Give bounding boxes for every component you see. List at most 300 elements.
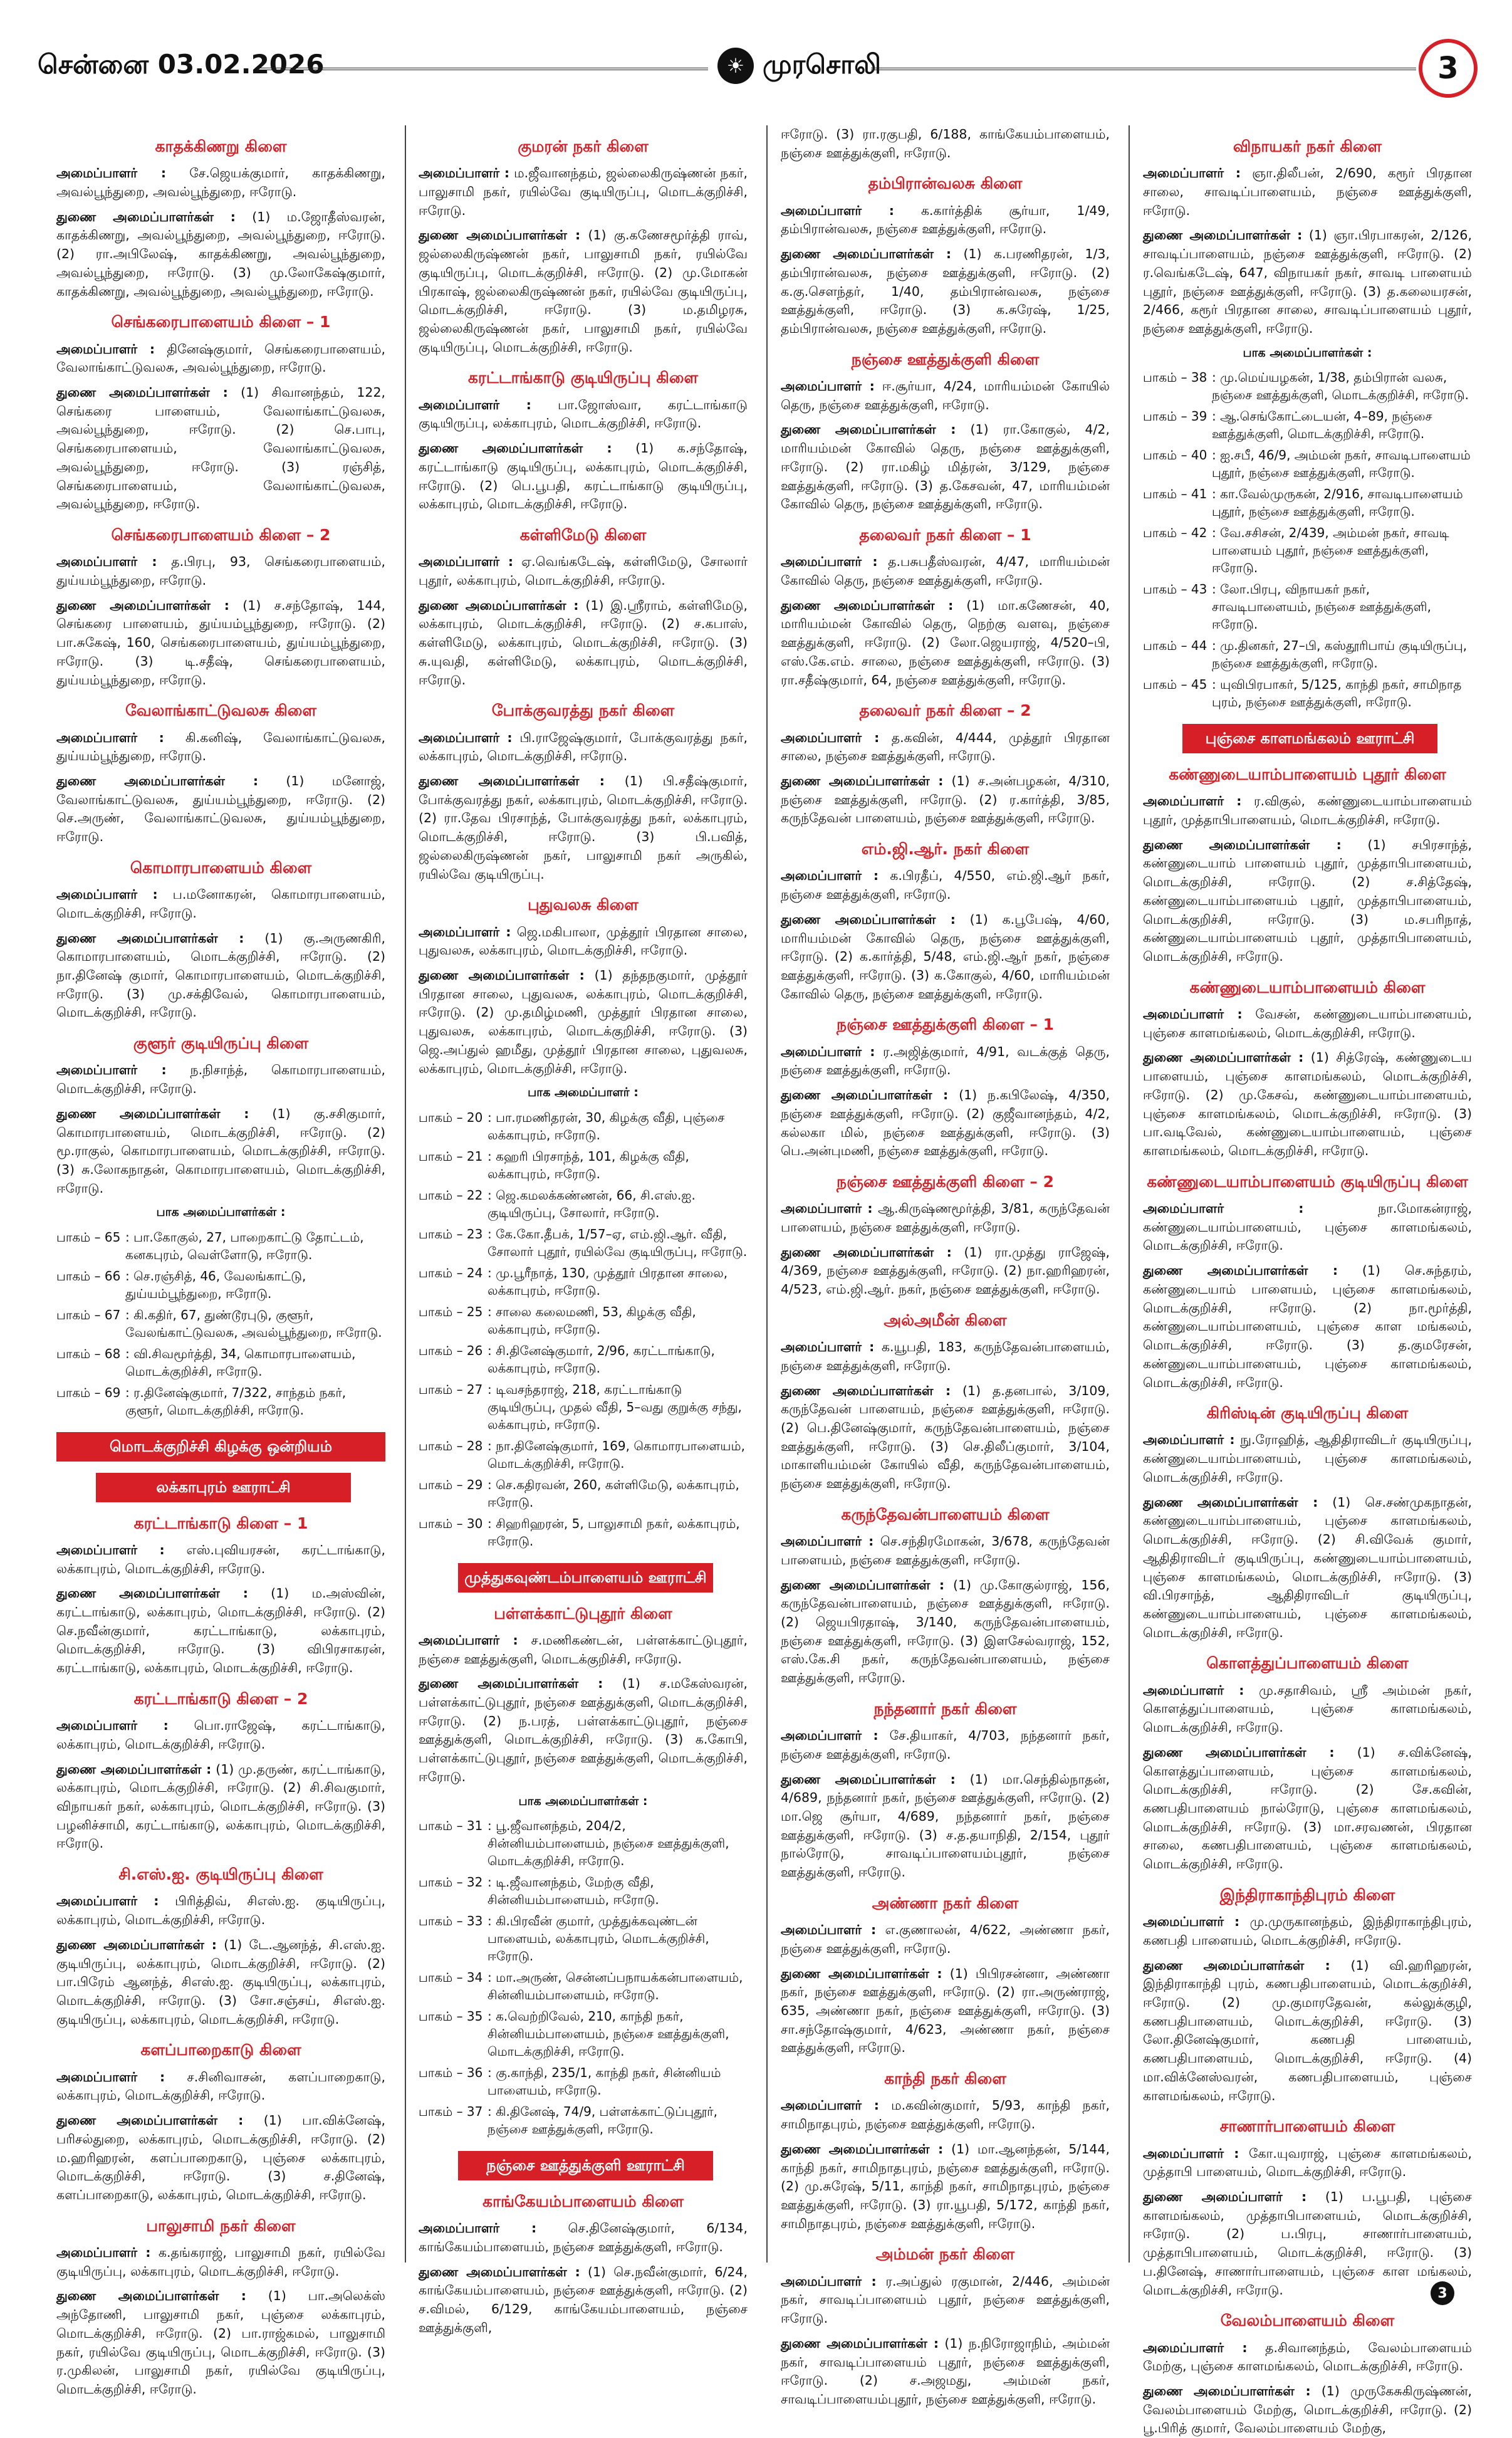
member-details: (1) மா.கணேசன், 40, மாரியம்மன் கோவில் தெரு, நெற்கு வளவு, நஞ்சை ஊத்துக்குளி, ஈரோடு. (2) லோ.ஜெயராஜ், 4/520–பி, எஸ்.கே.எம். சாலை, நஞ்சை ஊத்துக்குளி, ஈரோடு. (3) ரா.சதீஷ்குமார், 64, நஞ்சை ஊத்துக்குளி, ஈரோடு. <box>781 597 1110 688</box>
ward-number: பாகம் – 24 <box>419 1265 483 1280</box>
column-1 <box>56 125 385 2397</box>
role-label: அமைப்பாளர் : <box>1143 165 1241 181</box>
role-label: துணை அமைப்பாளர்கள் : <box>56 1761 212 1777</box>
role-label: துணை அமைப்பாளர்கள் : <box>1143 1957 1330 1973</box>
member-details: (1) ச.சந்தோஷ், 144, செங்கரை பாளையம், துய்யம்பூந்துறை, ஈரோடு. (2) பா.சுகேஷ், 160, செங்கரைபாளையம், துய்யம்பூந்துறை, ஈரோடு. (3) டி.சதீஷ், செங்கரைபாளையம், துய்யம்பூந்துறை, ஈரோடு. <box>56 597 385 688</box>
role-label: அமைப்பாளர் : <box>419 165 510 181</box>
branch-heading: அம்மன் நகர் கிளை <box>875 2245 1015 2264</box>
branch-heading: செங்கரைபாளையம் கிளை – 2 <box>111 526 331 544</box>
ward-row <box>419 1340 748 1379</box>
ward-organizer: : மா.அருண், சென்னப்பநாயக்கன்பாளையம், சின்னியம்பாளையம், ஈரோடு. <box>487 1970 743 2003</box>
ward-number: பாகம் – 33 <box>419 1913 483 1929</box>
ward-organizer: : செ.கதிரவன், 260, கள்ளிமேடு, லக்காபுரம், ஈரோடு. <box>487 1477 739 1510</box>
panchayat-banner: புஞ்சை காளமங்கலம் ஊராட்சி <box>1182 724 1437 753</box>
member-entry <box>781 1043 1110 1080</box>
member-entry <box>781 125 1110 162</box>
member-details: ர.விகுல், கண்ணுடையாம்பாளையம் புதூர், முத்தாபிபாளையம், மொடக்குறிச்சி, ஈரோடு. <box>1143 793 1472 828</box>
role-label: அமைப்பாளர் : <box>1143 1682 1244 1698</box>
member-details: (1) க.பூபேஷ், 4/60, மாரியம்மன் கோவில் தெரு, நஞ்சை ஊத்துக்குளி, ஈரோடு. (2) க.கார்த்தி, 5/48, எம்.ஜி.ஆர் நகர், நஞ்சை ஊத்துக்குளி, ஈரோடு. (3) க.கோகுல், 4/60, மாரியம்மன் கோவில் தெரு, நஞ்சை ஊத்துக்குளி, ஈரோடு. <box>781 911 1110 1002</box>
ward-number: பாகம் – 22 <box>419 1187 483 1203</box>
member-details: (1) செ.சுந்தரம், கண்ணுடையாம் பாளையம், புஞ்சை காளமங்கலம், மொடக்குறிச்சி, ஈரோடு. (2) நா.மூர்த்தி, கண்ணுடையாம்பாளையம், புஞ்சை காள மங்கலம், மொடக்குறிச்சி, ஈரோடு. (3) த.குமரேசன், கண்ணுடையாம்பாளையம், புஞ்சை காளமங்கலம், மொடக்குறிச்சி, ஈரோடு. <box>1143 1263 1472 1390</box>
ward-organizers-heading: பாக அமைப்பாளர் : <box>528 1086 639 1100</box>
member-entry <box>56 164 385 201</box>
role-label: அமைப்பாளர் : <box>56 730 164 745</box>
ward-row <box>1143 635 1472 674</box>
ward-number: பாகம் – 67 <box>56 1307 121 1322</box>
member-entry <box>781 1771 1110 1882</box>
branch-heading: கருந்தேவன்பாளையம் கிளை <box>841 1505 1050 1524</box>
member-entry <box>56 553 385 590</box>
member-details: ஆ.கிருஷ்ணமூர்த்தி, 3/81, கருந்தேவன் பாளையம், நஞ்சை ஊத்துக்குளி, ஈரோடு. <box>781 1201 1110 1235</box>
ward-number: பாகம் – 36 <box>419 2065 483 2081</box>
ward-number: பாகம் – 39 <box>1143 409 1207 424</box>
role-label: துணை அமைப்பாளர்கள் : <box>419 441 612 456</box>
member-details: ஞா.திலீபன், 2/690, கரூர் பிரதான சாலை, சாவடிப்பாளையம், நஞ்சை ஊத்துக்குளி, ஈரோடு. <box>1143 165 1472 218</box>
panchayat-banner: லக்காபுரம் ஊராட்சி <box>96 1473 351 1502</box>
ward-organizer: : ர.தினேஷ்குமார், 7/322, சாந்தம் நகர், குளூர், மொடக்குறிச்சி, ஈரோடு. <box>125 1384 347 1418</box>
member-details: (1) ச.அன்பழகன், 4/310, நஞ்சை ஊத்துக்குளி, ஈரோடு. (2) ர.கார்த்தி, 3/85, கருந்தேவன் பாளையம், நஞ்சை ஊத்துக்குளி, ஈரோடு. <box>781 773 1110 826</box>
member-details: பி.ராஜேஷ்குமார், போக்குவரத்து நகர், லக்காபுரம், மொடக்குறிச்சி, ஈரோடு. <box>419 730 748 764</box>
member-entry <box>1143 2145 1472 2182</box>
role-label: அமைப்பாளர் : <box>419 2221 537 2236</box>
member-details: (1) ரா.கோகுல், 4/2, மாரியம்மன் கோவில் தெரு, நஞ்சை ஊத்துக்குளி, ஈரோடு. (2) ரா.மகிழ் மித்ரன், 3/129, நஞ்சை ஊத்துக்குளி, ஈரோடு. (3) த.கேசவன், 47, மாரியம்மன் கோவில் தெரு, நஞ்சை ஊத்துக்குளி, ஈரோடு. <box>781 422 1110 512</box>
branch-heading: அல்அமீன் கிளை <box>884 1311 1007 1329</box>
role-label: அமைப்பாளர் : <box>781 730 880 745</box>
member-details: ம.ஜீவானந்தம், ஜல்லைகிருஷ்ணன் நகர், பாலுசாமி நகர், ரயில்வே குடியிருப்பு, மொடக்குறிச்சி, ஈரோடு. <box>419 165 748 218</box>
ward-organizer-table <box>1143 367 1472 713</box>
member-details: (1) சபிரசாந்த், கண்ணுடையாம் பாளையம் புதூர், முத்தாபிபாளையம், மொடக்குறிச்சி, ஈரோடு. (2) ச.சித்தேஷ், கண்ணுடையாம்பாளையம் புதூர், முத்தாபிபாளையம், மொடக்குறிச்சி, ஈரோடு. (3) ம.சபரிநாத், கண்ணுடையாம்பாளையம் புதூர், முத்தாபிபாளையம், மொடக்குறிச்சி, ஈரோடு. <box>1143 837 1472 965</box>
role-label: துணை அமைப்பாளர்கள் : <box>781 1965 942 1981</box>
role-label: அமைப்பாளர் : <box>781 2098 879 2113</box>
branch-heading: கரட்டாங்காடு கிளை – 2 <box>133 1689 308 1708</box>
role-label: அமைப்பாளர் : <box>56 1542 165 1557</box>
ward-organizers-heading: பாக அமைப்பாளர்கள் : <box>518 1794 648 1808</box>
ward-row <box>56 1265 385 1304</box>
role-label: துணை அமைப்பாளர்கள் : <box>56 1586 248 1601</box>
ward-row <box>419 1379 748 1435</box>
member-details: செ.தினேஷ்குமார், 6/134, காங்கேயம்பாளையம், நஞ்சை ஊத்துக்குளி, ஈரோடு. <box>419 2221 748 2254</box>
footer-page-number: 3 <box>1431 2281 1454 2305</box>
ward-row <box>419 2101 748 2140</box>
ward-number: பாகம் – 30 <box>419 1515 483 1531</box>
ward-number: பாகம் – 42 <box>1143 525 1207 541</box>
member-entry <box>56 1061 385 1098</box>
role-label: அமைப்பாளர் : <box>781 1922 877 1938</box>
member-details: (1) முருகேசுகிருஷ்ணன், வேலம்பாளையம் மேற்கு, மொடக்குறிச்சி, ஈரோடு. (2) பூ.பிரித் குமார், வேலம்பாளையம் மேற்கு, <box>1143 2383 1472 2436</box>
page-number-badge: 3 <box>1419 39 1478 98</box>
role-label: துணை அமைப்பாளர்கள் : <box>56 209 236 224</box>
member-details: க.கார்த்திக் சூர்யா, 1/49, தம்பிரான்வலசு, நஞ்சை ஊத்துக்குளி, ஈரோடு. <box>781 202 1110 237</box>
role-label: அமைப்பாளர் : <box>781 2273 877 2289</box>
member-entry <box>1143 792 1472 829</box>
member-details: ப.மனோகரன், கொமாரபாளையம், மொடக்குறிச்சி, ஈரோடு. <box>56 887 385 921</box>
role-label: அமைப்பாளர் : <box>56 1718 169 1734</box>
column-4 <box>1143 125 1473 2436</box>
member-details: மு.முருகானந்தம், இந்திராகாந்திபுரம், கணபதி பாளையம், மொடக்குறிச்சி, ஈரோடு. <box>1143 1914 1472 1948</box>
ward-organizer: : கஹரி பிரசாந்த், 101, கிழக்கு வீதி, லக்காபுரம், ஈரோடு. <box>487 1148 689 1181</box>
date-line: சென்னை 03.02.2026 <box>38 49 325 80</box>
branch-heading: கொளத்துப்பாளையம் கிளை <box>1206 1654 1409 1673</box>
member-entry <box>56 2244 385 2281</box>
role-label: அமைப்பாளர் : <box>781 378 875 394</box>
member-entry <box>56 597 385 690</box>
ward-number: பாகம் – 66 <box>56 1268 121 1284</box>
role-label: அமைப்பாளர் : <box>1143 793 1242 809</box>
role-label: துணை அமைப்பாளர்கள் : <box>781 1087 949 1103</box>
member-entry <box>1143 1494 1472 1643</box>
branch-heading: காந்தி நகர் கிளை <box>884 2069 1006 2088</box>
ward-organizer: : ஆ.செங்கோட்டையன், 4–89, நஞ்சை ஊத்துக்குளி, மொடக்குறிச்சி, ஈரோடு. <box>1212 409 1432 442</box>
ward-organizer: : கே.கோ.தீபக், 1/57–ஏ, எம்.ஜி.ஆர். வீதி, சோலார் புதூர், ரயில்வே குடியிருப்பு, ஈரோடு. <box>487 1226 748 1259</box>
member-entry <box>1143 1957 1472 2106</box>
ward-organizer: : யுவிபிரபாகர், 5/125, காந்தி நகர், சாமிநாத புரம், நஞ்சை ஊத்துக்குளி, ஈரோடு. <box>1212 677 1462 710</box>
member-details: (1) டே.ஆனந்த், சி.எஸ்.ஐ. குடியிருப்பு, லக்காபுரம், மொடக்குறிச்சி, ஈரோடு. (2) பா.பிரேம் ஆனந்த், சிஎஸ்.ஐ. குடியிருப்பு, லக்காபுரம், மொடக்குறிச்சி, ஈரோடு. (3) சோ.சஞ்சய், சிஎஸ்.ஐ. குடியிருப்பு, லக்காபுரம், மொடக்குறிச்சி, ஈரோடு. <box>56 1937 385 2027</box>
role-label: துணை அமைப்பாளர்கள் : <box>781 2141 944 2157</box>
role-label: துணை அமைப்பாளர்கள் : <box>419 1676 603 1692</box>
member-entry <box>1143 1431 1472 1487</box>
member-details: பொ.ராஜேஷ், கரட்டாங்காடு, லக்காபுரம், மொடக்குறிச்சி, ஈரோடு. <box>56 1718 385 1752</box>
member-entry <box>781 1921 1110 1958</box>
ward-organizer: : க.வெற்றிவேல், 210, காந்தி நகர், சின்னியம்பாளையம், நஞ்சை ஊத்துக்குளி, மொடக்குறிச்சி, ஈரோடு. <box>487 2009 729 2059</box>
member-details: ஏ.வெங்கடேஷ், கள்ளிமேடு, சோலார் புதூர், லக்காபுரம், மொடக்குறிச்சி, ஈரோடு. <box>419 554 748 588</box>
ward-organizer: : டிவசந்தராஜ், 218, கரட்டாங்காடு குடியிருப்பு, முதல் வீதி, 5–வது குறுக்கு சந்து, லக்காபுரம், ஈரோடு. <box>487 1381 742 1432</box>
role-label: துணை அமைப்பாளர்கள் : <box>781 597 954 613</box>
role-label: அமைப்பாளர் : <box>56 887 158 902</box>
ward-row <box>419 1871 748 1910</box>
member-entry <box>419 439 748 514</box>
member-details: எ.குணாலன், 4/622, அண்ணா நகர், நஞ்சை ஊத்துக்குளி, ஈரோடு. <box>781 1922 1110 1956</box>
member-entry <box>781 2335 1110 2409</box>
role-label: துணை அமைப்பாளர்கள் : <box>781 422 956 437</box>
role-label: துணை அமைப்பாளர்கள் : <box>781 911 956 927</box>
member-entry <box>1143 1049 1472 1160</box>
branch-heading: கொமாரபாளையம் கிளை <box>130 858 312 877</box>
role-label: துணை அமைப்பாளர்கள் : <box>419 967 585 983</box>
member-entry <box>56 340 385 377</box>
role-label: துணை அமைப்பாளர்கள் : <box>419 2264 580 2279</box>
member-entry <box>419 164 748 220</box>
member-details: (1) க.பரணிதரன், 1/3, தம்பிரான்வலசு, நஞ்சை ஊத்துக்குளி, ஈரோடு. (2) க.கு.சௌந்தர், 1/40, தம்பிரான்வலசு, நஞ்சை ஊத்துக்குளி, ஈரோடு. (3) க.சுரேஷ், 1/25, தம்பிரான்வலசு, நஞ்சை ஊத்துக்குளி, ஈரோடு. <box>781 246 1110 336</box>
role-label: துணை அமைப்பாளர்கள் : <box>781 1771 956 1787</box>
ward-row <box>419 1967 748 2006</box>
member-entry <box>781 911 1110 1004</box>
ward-organizer: : சி.தினேஷ்குமார், 2/96, கரட்டாங்காடு, லக்காபுரம், ஈரோடு. <box>487 1342 715 1376</box>
member-entry <box>781 553 1110 590</box>
branch-heading: எம்.ஜி.ஆர். நகர் கிளை <box>861 840 1030 859</box>
member-details: சே.தியாகர், 4/703, நந்தனார் நகர், நஞ்சை ஊத்துக்குளி, ஈரோடு. <box>781 1728 1110 1762</box>
branch-heading: நஞ்சை ஊத்துக்குளி கிளை <box>851 350 1040 369</box>
member-entry <box>781 1200 1110 1237</box>
role-label: துணை அமைப்பாளர்கள் : <box>56 773 259 788</box>
ward-row <box>56 1304 385 1343</box>
panchayat-banner: நஞ்சை ஊத்துக்குளி ஊராட்சி <box>458 2151 713 2180</box>
role-label: அமைப்பாளர் : <box>419 554 514 570</box>
rising-sun-icon: ☀ <box>717 48 754 84</box>
member-entry <box>56 1584 385 1678</box>
column-2 <box>419 125 748 2335</box>
ward-row <box>419 1146 748 1185</box>
ward-organizer: : கா.வேல்முருகன், 2/916, சாவடிபாளையம் புதூர், நஞ்சை ஊத்துக்குளி, ஈரோடு. <box>1212 486 1463 520</box>
member-entry <box>419 2219 748 2256</box>
role-label: துணை அமைப்பாளர்கள் : <box>781 1577 945 1593</box>
ward-number: பாகம் – 31 <box>419 1818 483 1834</box>
member-entry <box>56 772 385 847</box>
member-entry <box>1143 1005 1472 1042</box>
member-details: ர.அஜித்குமார், 4/91, வடக்குத் தெரு, நஞ்சை ஊத்துக்குளி, ஈரோடு. <box>781 1044 1110 1078</box>
member-entry <box>781 1727 1110 1764</box>
ward-number: பாகம் – 45 <box>1143 677 1207 693</box>
member-entry <box>1143 1262 1472 1392</box>
member-details: க.தங்கராஜ், பாலுசாமி நகர், ரயில்வே குடியிருப்பு, லக்காபுரம், மொடக்குறிச்சி, ஈரோடு. <box>56 2244 385 2279</box>
member-entry <box>781 2273 1110 2328</box>
role-label: துணை அமைப்பாளர்கள் : <box>1143 1744 1335 1760</box>
member-details: (1) பா.விக்னேஷ், பரிசல்துறை, லக்காபுரம், மொடக்குறிச்சி, ஈரோடு. (2) ம.ஹரிஹரன், களப்பாறைகாடு, புஞ்சை லக்காபுரம், மொடக்குறிச்சி, ஈரோடு. (3) ச.தினேஷ், களப்பாறைகாடு, லக்காபுரம், மொடக்குறிச்சி, ஈரோடு. <box>56 2113 385 2202</box>
role-label: அமைப்பாளர் : <box>56 2069 165 2085</box>
ward-organizer: : மு.பூரீநாத், 130, முத்தூர் பிரதான சாலை, லக்காபுரம், ஈரோடு. <box>487 1265 728 1298</box>
ward-row <box>419 1815 748 1871</box>
member-entry <box>1143 1913 1472 1950</box>
ward-number: பாகம் – 21 <box>419 1148 483 1164</box>
role-label: அமைப்பாளர் : <box>781 1201 873 1216</box>
ward-number: பாகம் – 68 <box>56 1346 121 1361</box>
role-label: துணை அமைப்பாளர்கள் : <box>1143 1494 1318 1510</box>
ward-row <box>1143 405 1472 444</box>
role-label: துணை அமைப்பாளர்கள் : <box>56 1106 249 1121</box>
role-label: துணை அமைப்பாளர்கள் : <box>1143 1050 1304 1065</box>
member-entry <box>419 2263 748 2338</box>
branch-heading: சாணார்பாளையம் கிளை <box>1219 2117 1395 2136</box>
role-label: அமைப்பாளர் : <box>781 1044 875 1059</box>
paper-title <box>717 44 881 88</box>
member-entry <box>56 1936 385 2029</box>
member-details: நா.மோகன்ராஜ், கண்ணுடையாம்பாளையம், புஞ்சை காளமங்கலம், மொடக்குறிச்சி, ஈரோடு. <box>1143 1201 1472 1253</box>
role-label: துணை அமைப்பாளர்கள் : <box>419 228 581 243</box>
role-label: துணை அமைப்பாளர்கள் : <box>1143 2383 1311 2399</box>
member-entry <box>1143 1682 1472 1737</box>
member-details: சே.ஜெயக்குமார், காதக்கிணறு, அவல்பூந்துறை, அவல்பூந்துறை, ஈரோடு. <box>56 165 385 199</box>
branch-heading: செங்கரைபாளையம் கிளை – 1 <box>111 313 331 332</box>
member-details: (1) ச.மகேஸ்வரன், பள்ளக்காட்டுபுதூர், நஞ்சை ஊத்துக்குளி, மொடக்குறிச்சி, ஈரோடு. (2) ந.பரத், பள்ளக்காட்டுபுதூர், நஞ்சை ஊத்துக்குளி, மொடக்குறிச்சி, ஈரோடு. (3) க.கோபி, பள்ளக்காட்டுபுதூர், நஞ்சை ஊத்துக்குளி, மொடக்குறிச்சி, ஈரோடு. <box>419 1676 748 1784</box>
branch-heading: வேலாங்காட்டுவலசு கிளை <box>125 701 317 720</box>
member-details: செ.சந்திரமோகன், 3/678, கருந்தேவன் பாளையம், நஞ்சை ஊத்துக்குளி, ஈரோடு. <box>781 1534 1110 1567</box>
member-entry <box>419 553 748 590</box>
member-entry <box>56 2111 385 2205</box>
branch-heading: சி.எஸ்.ஐ. குடியிருப்பு கிளை <box>118 1865 323 1884</box>
ward-organizer: : லோ.பிரபு, விநாயகர் நகர், சாவடிபாளையம், நஞ்சை ஊத்துக்குளி, ஈரோடு. <box>1212 582 1431 632</box>
union-banner: மொடக்குறிச்சி கிழக்கு ஒன்றியம் <box>56 1432 385 1462</box>
branch-heading: வேலம்பாளையம் கிளை <box>1220 2311 1395 2330</box>
member-entry <box>419 597 748 690</box>
member-entry <box>781 1576 1110 1688</box>
ward-organizer: : பா.கோகுல், 27, பாறைகாட்டு தோட்டம், கனகபுரம், வெள்ளோடு, ஈரோடு. <box>125 1229 364 1262</box>
role-label: அமைப்பாளர் : <box>1143 1914 1240 1930</box>
member-details: (1) மு.கோகுல்ராஜ், 156, கருந்தேவன்பாளையம், நஞ்சை ஊத்துக்குளி, ஈரோடு. (2) ஜெயபிரதாஷ், 3/140, கருந்தேவன்பாளையம், நஞ்சை ஊத்துக்குளி, ஈரோடு. (3) இளசேல்வராஜ், 152, எஸ்.கே.சி நகர், கருந்தேவன்பாளையம், நஞ்சை ஊத்துக்குளி, ஈரோடு. <box>781 1577 1110 1686</box>
ward-row <box>1143 367 1472 405</box>
member-entry <box>419 1675 748 1786</box>
ward-number: பாகம் – 65 <box>56 1229 121 1245</box>
member-details: க.பிரதீப், 4/550, எம்.ஜி.ஆர் நகர், நஞ்சை ஊத்துக்குளி, ஈரோடு. <box>781 868 1110 902</box>
member-details: (1) ம.அஸ்வின், கரட்டாங்காடு, லக்காபுரம், மொடக்குறிச்சி, ஈரோடு. (2) செ.நவீன்குமார், கரட்டாங்காடு, லக்காபுரம், மொடக்குறிச்சி, ஈரோடு. (3) விபிரசாகரன், கரட்டாங்காடு, லக்காபுரம், மொடக்குறிச்சி, ஈரோடு. <box>56 1586 385 1676</box>
member-entry <box>419 772 748 884</box>
ward-organizer: : டி.ஜீவானந்தம், மேற்கு வீதி, சின்னியம்பாளையம், ஈரோடு. <box>487 1875 659 1908</box>
role-label: அமைப்பாளர் : <box>1143 1007 1243 1022</box>
member-details: (1) ச.விக்னேஷ், கொளத்துப்பாளையம், புஞ்சை காளமங்கலம், மொடக்குறிச்சி, ஈரோடு. (2) சே.கவின், கணபதிபாளையம் நால்ரோடு, புஞ்சை காளமங்கலம், மொடக்குறிச்சி, ஈரோடு. (3) மா.சரவணன், பிரதான சாலை, கணபதிபாளையம், புஞ்சை காளமங்கலம், மொடக்குறிச்சி, ஈரோடு. <box>1143 1744 1473 1872</box>
branch-heading: அண்ணா நகர் கிளை <box>872 1893 1019 1912</box>
member-details: தினேஷ்குமார், செங்கரைபாளையம், வேலாங்காட்டுவலசு, அவல்பூந்துறை, ஈரோடு. <box>56 341 385 375</box>
member-entry <box>781 245 1110 338</box>
ward-organizer: : சிஹரிஹரன், 5, பாலுசாமி நகர், லக்காபுரம், ஈரோடு. <box>487 1515 740 1549</box>
role-label: அமைப்பாளர் : <box>56 165 167 181</box>
ward-organizer: : வே.சசிசன், 2/439, அம்மன் நகர், சாவடி பாளையம் புதூர், நஞ்சை ஊத்துக்குளி, ஈரோடு. <box>1212 525 1449 576</box>
role-label: அமைப்பாளர் : <box>56 1893 159 1909</box>
member-entry <box>419 1631 748 1668</box>
branch-heading: விநாயகர் நகர் கிளை <box>1233 137 1382 155</box>
member-details: (1) ம.ஜோதீஸ்வரன், காதக்கிணறு, அவல்பூந்துறை, அவல்பூந்துறை, ஈரோடு. (2) ரா.அபிலேஷ், காதக்கிணறு, அவல்பூந்துறை, அவல்பூந்துறை, ஈரோடு. (3) மு.லோகேஷ்குமார், காதக்கிணறு, அவல்பூந்துறை, அவல்பூந்துறை, ஈரோடு. <box>56 209 385 299</box>
branch-heading: பாலுசாமி நகர் கிளை <box>146 2216 296 2235</box>
branch-heading: புதுவலசு கிளை <box>528 896 639 914</box>
member-entry <box>419 729 748 766</box>
ward-organizer: : கி.தினேஷ், 74/9, பள்ளக்காட்டுப்புதூர், நஞ்சை ஊத்துக்குளி, ஈரோடு. <box>487 2104 717 2137</box>
ward-number: பாகம் – 23 <box>419 1226 483 1242</box>
ward-row <box>419 1513 748 1552</box>
member-details: ர.அப்துல் ரகுமான், 2/446, அம்மன் நகர், சாவடிப்பாளையம் புதூர், நஞ்சை ஊத்துக்குளி, ஈரோடு. <box>781 2273 1110 2326</box>
role-label: அமைப்பாளர் : <box>419 397 531 412</box>
branch-heading: குளூர் குடியிருப்பு கிளை <box>133 1034 309 1053</box>
member-details: ஈரோடு. (3) ரா.ரகுபதி, 6/188, காங்கேயம்பாளையம், நஞ்சை ஊத்துக்குளி, ஈரோடு. <box>781 127 1110 160</box>
member-entry <box>781 1243 1110 1299</box>
member-details: (1) மா.ஆனந்தன், 5/144, காந்தி நகர், சாமிநாதபுரம், நஞ்சை ஊத்துக்குளி, ஈரோடு. (2) மு.சுரேஷ், 5/11, காந்தி நகர், சாமிநாதபுரம், நஞ்சை ஊத்துக்குளி, ஈரோடு. (3) ரா.யூபதி, 5/172, காந்தி நகர், சாமிநாதபுரம், நஞ்சை ஊத்துக்குளி, ஈரோடு. <box>781 2141 1110 2231</box>
member-entry <box>781 1965 1110 2058</box>
role-label: துணை அமைப்பாளர்கள் : <box>56 2288 246 2304</box>
ward-organizer: : ஐ.சபீ, 46/9, அம்மன் நகர், சாவடிபாளையம் புதூர், நஞ்சை ஊத்துக்குளி, ஈரோடு. <box>1212 447 1471 481</box>
member-details: (1) இ.ஸ்ரீராம், கள்ளிமேடு, லக்காபுரம், மொடக்குறிச்சி, ஈரோடு. (2) ச.கபாஸ், கள்ளிமேடு, லக்காபுரம், மொடக்குறிச்சி, ஈரோடு. (3) சு.யுவதி, கள்ளிமேடு, லக்காபுரம், மொடக்குறிச்சி, ஈரோடு. <box>419 597 748 688</box>
branch-heading: கரட்டாங்காடு கிளை – 1 <box>133 1514 308 1532</box>
member-details: நு.ரோஹித், ஆதிதிராவிடர் குடியிருப்பு, கண்ணுடையாம்பாளையம், புஞ்சை காளமங்கலம், மொடக்குறிச்சி, ஈரோடு. <box>1143 1432 1472 1485</box>
ward-number: பாகம் – 20 <box>419 1109 483 1125</box>
member-entry <box>56 2287 385 2399</box>
ward-number: பாகம் – 40 <box>1143 447 1207 463</box>
ward-number: பாகம் – 32 <box>419 1875 483 1890</box>
member-details: (1) ஞா.பிரபாகரன், 2/126, சாவடிப்பாளையம், நஞ்சை ஊத்துக்குளி, ஈரோடு. (2) ர.வெங்கடேஷ், 647, விநாயகர் நகர், சாவடி பாளையம் புதூர், நஞ்சை ஊத்துக்குளி, ஈரோடு. (3) த.கலையரசன், 2/466, கரூர் பிரதான சாலை, சாவடிப்பாளையம் புதூர், நஞ்சை ஊத்துக்குளி, ஈரோடு. <box>1143 228 1472 336</box>
role-label: துணை அமைப்பாளர்கள் : <box>1143 837 1342 852</box>
member-details: கி.கனிஷ், வேலாங்காட்டுவலசு, துய்யம்பூந்துறை, ஈரோடு. <box>56 730 385 764</box>
member-entry <box>781 377 1110 414</box>
masthead-rule-left <box>257 68 708 70</box>
ward-organizer: : வி.சிவமூர்த்தி, 34, கொமாரபாளையம், மொடக்குறிச்சி, ஈரோடு. <box>125 1346 356 1379</box>
ward-organizer-table <box>56 1227 385 1421</box>
ward-row <box>56 1382 385 1421</box>
member-details: (1) செ.சண்முகநாதன், கண்ணுடையாம்பாளையம், புஞ்சை காளமங்கலம், மொடக்குறிச்சி, ஈரோடு. (2) சி.விவேக் குமார், ஆதிதிராவிடர் குடியிருப்பு, கண்ணுடையாம்பாளையம், புஞ்சை காளமங்கலம், மொடக்குறிச்சி, ஈரோடு. (3) வி.பிரசாந்த், ஆதிதிராவிடர் குடியிருப்பு, கண்ணுடையாம்பாளையம், புஞ்சை காளமங்கலம், மொடக்குறிச்சி, ஈரோடு. <box>1143 1494 1472 1640</box>
role-label: அமைப்பாளர் : <box>1143 1432 1235 1448</box>
role-label: துணை அமைப்பாளர்கள் : <box>419 597 579 613</box>
member-details: (1) சிவானந்தம், 122, செங்கரை பாளையம், வேலாங்காட்டுவலசு, அவல்பூந்துறை, ஈரோடு. (2) செ.பாபு, செங்கரைபாளையம், வேலாங்காட்டுவலசு, அவல்பூந்துறை, ஈரோடு. (3) ரஞ்சித், செங்கரைபாளையம், வேலாங்காட்டுவலசு, அவல்பூந்துறை, ஈரோடு. <box>56 384 385 512</box>
branch-heading: கண்ணுடையாம்பாளையம் கிளை <box>1189 978 1426 997</box>
member-details: (1) ந.நிரோஜாநிம், அம்மன் நகர், சாவடிப்பாளையம் புதூர், நஞ்சை ஊத்துக்குளி, ஈரோடு. (2) ச.அஜமது, அம்மன் நகர், சாவடிப்பாளையம்புதூர், நஞ்சை ஊத்துக்குளி, ஈரோடு. <box>781 2335 1110 2407</box>
panchayat-banner: முத்துகவுண்டம்பாளையம் ஊராட்சி <box>458 1563 713 1593</box>
branch-heading: நந்தனார் நகர் கிளை <box>873 1699 1017 1718</box>
member-entry <box>419 396 748 433</box>
member-entry <box>1143 2382 1472 2438</box>
ward-organizer: : பா.ரமணிதரன், 30, கிழக்கு வீதி, புஞ்சை லக்காபுரம், ஈரோடு. <box>487 1109 725 1143</box>
member-entry <box>781 1338 1110 1375</box>
member-entry <box>1143 164 1472 220</box>
role-label: துணை அமைப்பாளர்கள் : <box>781 773 944 788</box>
ward-row <box>1143 578 1472 635</box>
column-3 <box>781 125 1110 2407</box>
member-details: த.கவின், 4/444, முத்தூர் பிரதான சாலை, நஞ்சை ஊத்துக்குளி, ஈரோடு. <box>781 730 1110 764</box>
member-details: (1) மு.தருண், கரட்டாங்காடு, லக்காபுரம், மொடக்குறிச்சி, ஈரோடு. (2) சி.சிவகுமார், விநாயகர் நகர், லக்காபுரம், மொடக்குறிச்சி, ஈரோடு. (3) பழனிச்சாமி, கரட்டாங்காடு, லக்காபுரம், மொடக்குறிச்சி, ஈரோடு. <box>56 1761 385 1851</box>
ward-row <box>419 1262 748 1301</box>
ward-organizer: : பூ.ஜீவானந்தம், 204/2, சின்னியம்பாளையம், நஞ்சை ஊத்துக்குளி, மொடக்குறிச்சி, ஈரோடு. <box>487 1818 729 1869</box>
member-details: (1) மா.செந்தில்நாதன், 4/689, நந்தனார் நகர், நஞ்சை ஊத்துக்குளி, ஈரோடு. (2) மா.ஜெ சூர்யா, 4/689, நந்தனார் நகர், நஞ்சை ஊத்துக்குளி, ஈரோடு. (3) ச.த.தயாநிதி, 2/154, புதூர் நால்ரோடு, சாவடிப்பாளையம்புதூர், நஞ்சை ஊத்துக்குளி, ஈரோடு. <box>781 1771 1110 1880</box>
ward-number: பாகம் – 34 <box>419 1970 483 1985</box>
ward-row <box>1143 483 1472 522</box>
member-details: (1) பா.அலெக்ஸ் அந்தோணி, பாலுசாமி நகர், புஞ்சை லக்காபுரம், மொடக்குறிச்சி, ஈரோடு. (2) பா.ராஜ்கமல், பாலுசாமி நகர், ரயில்வே குடியிருப்பு, மொடக்குறிச்சி, ஈரோடு. (3) ர.முகிலன், பாலுசாமி நகர், ரயில்வே குடியிருப்பு, மொடக்குறிச்சி, ஈரோடு. <box>56 2288 385 2397</box>
ward-organizers-heading: பாக அமைப்பாளர்கள் : <box>156 1205 286 1220</box>
member-details: ந.நிசாந்த், கொமாரபாளையம், மொடக்குறிச்சி, ஈரோடு. <box>56 1062 385 1097</box>
ward-number: பாகம் – 44 <box>1143 638 1207 654</box>
ward-number: பாகம் – 38 <box>1143 370 1207 385</box>
ward-number: பாகம் – 69 <box>56 1384 121 1400</box>
ward-row <box>419 2006 748 2062</box>
member-details: (1) ப.பூபதி, புஞ்சை காளமங்கலம், முத்தாபிபாளையம், மொடக்குறிச்சி, ஈரோடு. (2) ப.பிரபு, சாணார்பாளையம், முத்தாபிபாளையம், மொடக்குறிச்சி, ஈரோடு. (3) ப.தினேஷ், சாணார்பாளையம், புஞ்சை காள மங்கலம், மொடக்குறிச்சி, ஈரோடு. <box>1143 2189 1472 2298</box>
branch-heading: தலைவர் நகர் கிளை – 1 <box>859 526 1031 544</box>
member-details: (1) மனோஜ், வேலாங்காட்டுவலசு, துய்யம்பூந்துறை, ஈரோடு. (2) செ.அருண், வேலாங்காட்டுவலசு, துய்யம்பூந்துறை, ஈரோடு. <box>56 773 385 845</box>
ward-number: பாகம் – 26 <box>419 1342 483 1358</box>
paper-name: முரசொலி <box>763 48 881 80</box>
member-entry <box>781 1086 1110 1161</box>
role-label: துணை அமைப்பாளர்கள் : <box>781 2335 939 2351</box>
ward-number: பாகம் – 28 <box>419 1438 483 1453</box>
role-label: அமைப்பாளர் : <box>56 554 157 570</box>
branch-heading: காதக்கிணறு கிளை <box>155 137 287 155</box>
member-details: (1) பி.சதீஷ்குமார், போக்குவரத்து நகர், லக்காபுரம், மொடக்குறிச்சி, ஈரோடு. (2) ரா.தேவ பிரசாந்த், போக்குவரத்து நகர், லக்காபுரம், மொடக்குறிச்சி, ஈரோடு. (3) பி.பவித், ஜல்லைகிருஷ்ணன் நகர், பாலுசாமி நகர் அருகில், ரயில்வே குடியிருப்பு. <box>419 773 748 882</box>
role-label: அமைப்பாளர் : <box>56 341 155 357</box>
branch-heading: நஞ்சை ஊத்துக்குளி கிளை – 2 <box>837 1172 1054 1191</box>
role-label: அமைப்பாளர் : <box>56 1062 167 1078</box>
member-entry <box>419 923 748 960</box>
ward-number: பாகம் – 25 <box>419 1304 483 1319</box>
member-entry <box>1143 2188 1472 2299</box>
member-details: ச.மணிகண்டன், பள்ளக்காட்டுபுதூர், நஞ்சை ஊத்துக்குளி, மொடக்குறிச்சி, ஈரோடு. <box>419 1632 748 1666</box>
member-entry <box>56 2068 385 2105</box>
member-entry <box>56 1541 385 1578</box>
member-details: த.பிரபு, 93, செங்கரைபாளையம், துய்யம்பூந்துறை, ஈரோடு. <box>56 554 385 588</box>
member-details: (1) தந்தநகுமார், முத்தூர் பிரதான சாலை, புதுவலசு, லக்காபுரம், மொடக்குறிச்சி, ஈரோடு. (2) மு.தமிழ்மணி, முத்தூர் பிரதான சாலை, புதுவலசு, லக்காபுரம், மொடக்குறிச்சி, ஈரோடு. (3) ஜெ.அப்துல் ஹமீது, முத்தூர் பிரதான சாலை, புதுவலசு, லக்காபுரம், மொடக்குறிச்சி, ஈரோடு. <box>419 967 748 1076</box>
ward-number: பாகம் – 43 <box>1143 582 1207 597</box>
ward-organizer: : சாலை கலைமணி, 53, கிழக்கு வீதி, லக்காபுரம், ஈரோடு. <box>487 1304 696 1337</box>
ward-organizer: : மு.மெய்யழகன், 1/38, தம்பிரான் வலசு, நஞ்சை ஊத்துக்குளி, மொடக்குறிச்சி, ஈரோடு. <box>1212 370 1469 403</box>
member-entry <box>56 1892 385 1929</box>
role-label: அமைப்பாளர் : <box>419 1632 518 1648</box>
ward-row <box>419 1910 748 1967</box>
member-details: ம.கவின்குமார், 5/93, காந்தி நகர், சாமிநாதபுரம், நஞ்சை ஊத்துக்குளி, ஈரோடு. <box>781 2098 1110 2132</box>
column-divider <box>405 125 406 2263</box>
role-label: அமைப்பாளர் : <box>781 554 878 570</box>
ward-row <box>419 1107 748 1146</box>
member-details: (1) பிபிரசன்னா, அண்ணா நகர், நஞ்சை ஊத்துக்குளி, ஈரோடு. (2) ரா.அருண்ராஜ், 635, அண்ணா நகர், நஞ்சை ஊத்துக்குளி, ஈரோடு. (3) சா.சந்தோஷ்குமார், 4/623, அண்ணா நகர், நஞ்சை ஊத்துக்குளி, ஈரோடு. <box>781 1965 1110 2056</box>
member-entry <box>56 208 385 301</box>
branch-heading: கள்ளிமேடு கிளை <box>519 526 647 544</box>
ward-organizers-heading: பாக அமைப்பாளர்கள் : <box>1243 345 1372 360</box>
role-label: துணை அமைப்பாளர்கள் : <box>419 773 605 788</box>
role-label: துணை அமைப்பாளர்கள் : <box>781 246 952 262</box>
member-entry <box>56 929 385 1023</box>
member-entry <box>1143 836 1472 966</box>
role-label: துணை அமைப்பாளர்கள் : <box>56 930 244 946</box>
role-label: அமைப்பாளர் : <box>1143 2145 1239 2161</box>
role-label: அமைப்பாளர் : <box>781 1728 879 1744</box>
